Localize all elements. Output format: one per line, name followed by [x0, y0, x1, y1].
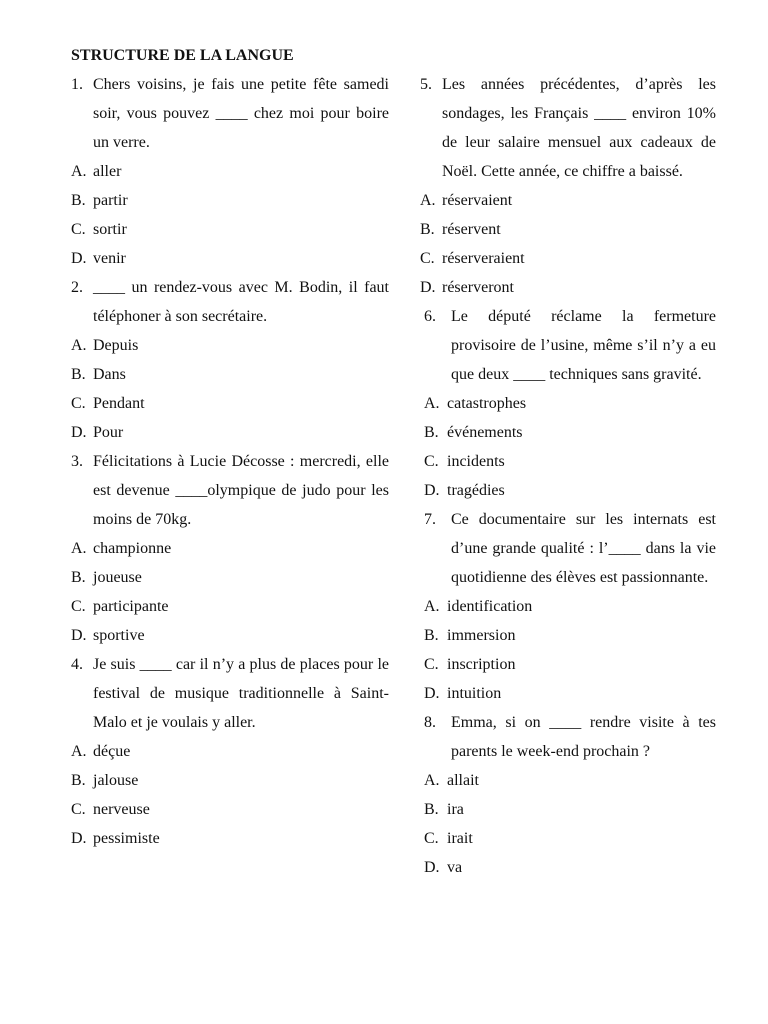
left-column	[71, 70, 389, 853]
option-letter: D.	[424, 859, 440, 876]
option-letter: B.	[71, 366, 86, 383]
question-4	[71, 650, 389, 737]
option-1d[interactable]	[71, 244, 389, 273]
option-letter: B.	[71, 192, 86, 209]
option-letter: B.	[424, 627, 439, 644]
option-text: déçue	[93, 743, 131, 760]
option-letter: A.	[71, 540, 87, 557]
question-text: Le député réclame la fermeture provisoire de l’usine, même s’il n’y a eu que deux ____ techniques sans gravité.	[451, 308, 716, 383]
option-4c[interactable]	[71, 795, 389, 824]
option-7c[interactable]	[420, 650, 716, 679]
option-text: venir	[93, 250, 126, 267]
option-letter: B.	[424, 424, 439, 441]
right-column	[420, 70, 716, 882]
option-6a[interactable]	[420, 389, 716, 418]
option-text: incidents	[447, 453, 505, 470]
question-text: Chers voisins, je fais une petite fête samedi soir, vous pouvez ____ chez moi pour boire un verre.	[93, 76, 389, 151]
question-6	[420, 302, 716, 389]
option-text: réservaient	[442, 192, 513, 209]
question-text: ____ un rendez-vous avec M. Bodin, il faut téléphoner à son secrétaire.	[93, 279, 389, 325]
option-5d[interactable]	[420, 273, 716, 302]
page-title: STRUCTURE DE LA LANGUE	[71, 47, 294, 64]
option-letter: B.	[420, 221, 435, 238]
option-letter: C.	[424, 453, 439, 470]
option-letter: A.	[424, 598, 440, 615]
question-text: Ce documentaire sur les internats est d’une grande qualité : l’____ dans la vie quotidienne des élèves est passionnante.	[451, 511, 716, 586]
option-4b[interactable]	[71, 766, 389, 795]
question-text: Les années précédentes, d’après les sondages, les Français ____ environ 10% de leur salaire mensuel aux cadeaux de Noël. Cette année, ce chiffre a baissé.	[442, 76, 716, 180]
option-letter: D.	[71, 830, 87, 847]
option-6d[interactable]	[420, 476, 716, 505]
option-text: sportive	[93, 627, 145, 644]
option-text: Depuis	[93, 337, 139, 354]
question-text: Emma, si on ____ rendre visite à tes parents le week-end prochain ?	[451, 714, 716, 760]
option-text: nerveuse	[93, 801, 150, 818]
question-7	[420, 505, 716, 592]
option-8d[interactable]	[420, 853, 716, 882]
option-letter: A.	[420, 192, 436, 209]
option-letter: C.	[424, 656, 439, 673]
option-text: va	[447, 859, 463, 876]
option-text: Pour	[93, 424, 124, 441]
option-letter: D.	[420, 279, 436, 296]
option-6b[interactable]	[420, 418, 716, 447]
option-letter: C.	[71, 221, 86, 238]
option-4d[interactable]	[71, 824, 389, 853]
option-text: réserveront	[442, 279, 514, 296]
question-number: 5.	[420, 76, 432, 93]
option-2b[interactable]	[71, 360, 389, 389]
option-2a[interactable]	[71, 331, 389, 360]
option-letter: B.	[424, 801, 439, 818]
option-text: réservent	[442, 221, 501, 238]
question-2	[71, 273, 389, 331]
option-3a[interactable]	[71, 534, 389, 563]
option-letter: D.	[71, 627, 87, 644]
option-3c[interactable]	[71, 592, 389, 621]
option-letter: A.	[424, 772, 440, 789]
option-text: inscription	[447, 656, 516, 673]
question-number: 3.	[71, 453, 83, 470]
question-8	[420, 708, 716, 766]
option-letter: D.	[424, 685, 440, 702]
question-number: 8.	[424, 714, 436, 731]
option-text: irait	[447, 830, 473, 847]
option-3b[interactable]	[71, 563, 389, 592]
option-letter: C.	[71, 395, 86, 412]
option-text: pessimiste	[93, 830, 160, 847]
option-1a[interactable]	[71, 157, 389, 186]
option-text: événements	[447, 424, 523, 441]
option-8a[interactable]	[420, 766, 716, 795]
question-number: 2.	[71, 279, 83, 296]
option-letter: C.	[424, 830, 439, 847]
option-letter: C.	[71, 801, 86, 818]
question-1	[71, 70, 389, 157]
question-number: 7.	[424, 511, 436, 528]
option-text: Dans	[93, 366, 126, 383]
option-text: catastrophes	[447, 395, 527, 412]
option-letter: A.	[424, 395, 440, 412]
option-8b[interactable]	[420, 795, 716, 824]
question-text: Félicitations à Lucie Décosse : mercredi, elle est devenue ____olympique de judo pour les moins de 70kg.	[93, 453, 389, 528]
option-text: ira	[447, 801, 464, 818]
question-text: Je suis ____ car il n’y a plus de places pour le festival de musique traditionnelle à Saint-Malo et je voulais y aller.	[93, 656, 389, 731]
option-5a[interactable]	[420, 186, 716, 215]
option-letter: B.	[71, 772, 86, 789]
question-5	[420, 70, 716, 186]
option-7d[interactable]	[420, 679, 716, 708]
option-letter: B.	[71, 569, 86, 586]
question-number: 1.	[71, 76, 83, 93]
option-text: identification	[447, 598, 533, 615]
option-text: joueuse	[93, 569, 142, 586]
option-2c[interactable]	[71, 389, 389, 418]
option-6c[interactable]	[420, 447, 716, 476]
option-text: sortir	[93, 221, 127, 238]
question-number: 6.	[424, 308, 436, 325]
option-text: aller	[93, 163, 122, 180]
option-text: championne	[93, 540, 172, 557]
option-letter: A.	[71, 337, 87, 354]
option-5b[interactable]	[420, 215, 716, 244]
option-7b[interactable]	[420, 621, 716, 650]
option-text: participante	[93, 598, 169, 615]
question-3	[71, 447, 389, 534]
option-text: tragédies	[447, 482, 505, 499]
option-letter: D.	[424, 482, 440, 499]
option-letter: C.	[420, 250, 435, 267]
option-8c[interactable]	[420, 824, 716, 853]
option-text: Pendant	[93, 395, 145, 412]
option-text: partir	[93, 192, 128, 209]
option-letter: D.	[71, 250, 87, 267]
option-3d[interactable]	[71, 621, 389, 650]
option-7a[interactable]	[420, 592, 716, 621]
option-1b[interactable]	[71, 186, 389, 215]
option-5c[interactable]	[420, 244, 716, 273]
option-letter: A.	[71, 163, 87, 180]
option-letter: D.	[71, 424, 87, 441]
option-text: intuition	[447, 685, 502, 702]
option-text: réserveraient	[442, 250, 525, 267]
option-1c[interactable]	[71, 215, 389, 244]
option-text: jalouse	[93, 772, 139, 789]
option-letter: C.	[71, 598, 86, 615]
option-text: allait	[447, 772, 479, 789]
option-2d[interactable]	[71, 418, 389, 447]
option-4a[interactable]	[71, 737, 389, 766]
question-number: 4.	[71, 656, 83, 673]
option-text: immersion	[447, 627, 516, 644]
option-letter: A.	[71, 743, 87, 760]
